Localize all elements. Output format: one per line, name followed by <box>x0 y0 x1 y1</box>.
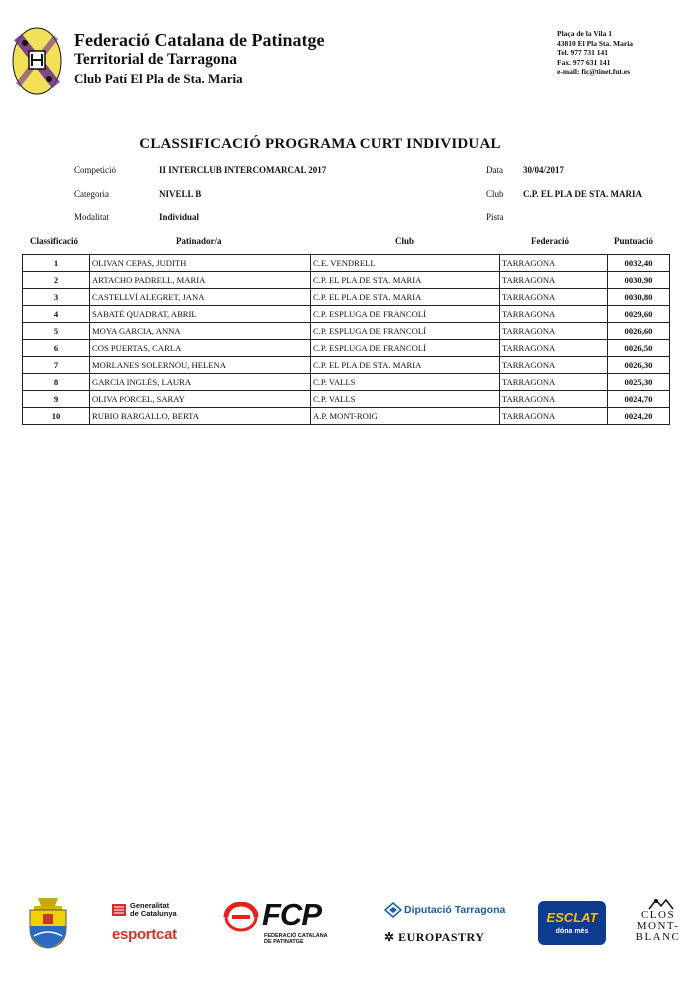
row-skater: SABATÉ QUADRAT, ABRIL <box>90 306 311 323</box>
esclat-text: ESCLAT <box>546 910 598 925</box>
row-federation: TARRAGONA <box>500 272 608 289</box>
row-federation: TARRAGONA <box>500 255 608 272</box>
row-club: C.P. ESPLUGA DE FRANCOLÍ <box>311 306 500 323</box>
row-position: 2 <box>23 272 90 289</box>
row-position: 9 <box>23 391 90 408</box>
results-table <box>22 254 670 425</box>
row-position: 5 <box>23 323 90 340</box>
row-position: 10 <box>23 408 90 425</box>
row-position: 6 <box>23 340 90 357</box>
fcp-swoosh-icon <box>222 902 260 932</box>
row-skater: RUBIO BARGALLO, BERTA <box>90 408 311 425</box>
categoria-value: NIVELL B <box>159 189 202 199</box>
row-club: C.P. EL PLA DE STA. MARIA <box>311 357 500 374</box>
row-federation: TARRAGONA <box>500 357 608 374</box>
categoria-label: Categoria <box>74 189 109 199</box>
table-row <box>23 255 670 272</box>
fcp-text: FCP <box>262 897 321 932</box>
modalitat-value: Individual <box>159 212 200 222</box>
esportcat-text: esportcat <box>112 926 177 943</box>
col-federacio: Federació <box>531 236 569 246</box>
row-federation: TARRAGONA <box>500 289 608 306</box>
row-score: 0026,60 <box>608 323 670 340</box>
europastry-icon: ✲ <box>384 930 399 944</box>
row-score: 0030,90 <box>608 272 670 289</box>
esclat-logo <box>538 901 606 945</box>
row-club: A.P. MONT-ROIG <box>311 408 500 425</box>
club-value: C.P. EL PLA DE STA. MARIA <box>523 189 643 199</box>
clos-montblanc-logo <box>628 898 684 950</box>
data-label: Data <box>486 165 503 175</box>
row-club: C.P. ESPLUGA DE FRANCOLÍ <box>311 340 500 357</box>
table-row <box>23 374 670 391</box>
row-score: 0026,50 <box>608 340 670 357</box>
europastry-text: ✲ EUROPASTRY <box>384 930 485 944</box>
competicio-value: II INTERCLUB INTERCOMARCAL 2017 <box>159 165 327 175</box>
row-score: 0026,30 <box>608 357 670 374</box>
row-federation: TARRAGONA <box>500 374 608 391</box>
table-row <box>23 408 670 425</box>
row-club: C.P. ESPLUGA DE FRANCOLÍ <box>311 323 500 340</box>
federation-logo <box>12 27 62 95</box>
row-skater: GARCIA INGLÉS, LAURA <box>90 374 311 391</box>
row-score: 0030,80 <box>608 289 670 306</box>
row-skater: ARTACHO PADRELL, MARIA <box>90 272 311 289</box>
row-federation: TARRAGONA <box>500 306 608 323</box>
town-shield-logo <box>24 896 72 950</box>
diputacio-icon <box>384 902 402 918</box>
pista-label: Pista <box>486 212 504 222</box>
row-score: 0032,40 <box>608 255 670 272</box>
fcp-logo <box>222 897 352 950</box>
col-club: Club <box>395 236 415 246</box>
col-puntuacio: Puntuació <box>614 236 654 246</box>
row-club: C.P. VALLS <box>311 391 500 408</box>
table-row <box>23 289 670 306</box>
row-club: C.P. EL PLA DE STA. MARIA <box>311 289 500 306</box>
diputacio-text: Diputació Tarragona <box>404 904 506 916</box>
competicio-label: Competició <box>74 165 116 175</box>
territorial-name: Territorial de Tarragona <box>74 51 238 68</box>
clos-line2: MONT- <box>636 920 680 932</box>
row-score: 0024,20 <box>608 408 670 425</box>
col-classificacio: Classificació <box>30 236 78 246</box>
row-federation: TARRAGONA <box>500 323 608 340</box>
row-position: 1 <box>23 255 90 272</box>
fcp-sub-line1: FEDERACIÓ CATALANA <box>264 933 328 939</box>
address-block: Plaça de la Vila 1 43810 El Pla Sta. Maria Tel. 977 731 141 Fax. 977 631 141 e-mail: fic@tinet.fut.es <box>557 29 634 77</box>
esclat-tagline: dóna més <box>555 928 589 935</box>
fcp-sub-line2: DE PATINATGE <box>264 939 304 945</box>
row-skater: MOYA GARCIA, ANNA <box>90 323 311 340</box>
generalitat-icon <box>112 904 126 916</box>
clos-line1: CLOS <box>640 909 676 921</box>
row-skater: CASTELLVÍ ALEGRET, JANA <box>90 289 311 306</box>
generalitat-line1: Generalitat <box>130 901 170 910</box>
row-position: 3 <box>23 289 90 306</box>
row-skater: MORLANES SOLERNOU, HELENA <box>90 357 311 374</box>
table-row <box>23 272 670 289</box>
row-position: 4 <box>23 306 90 323</box>
row-score: 0024,70 <box>608 391 670 408</box>
row-club: C.P. EL PLA DE STA. MARIA <box>311 272 500 289</box>
row-skater: COS PUERTAS, CARLA <box>90 340 311 357</box>
row-score: 0025,30 <box>608 374 670 391</box>
row-skater: OLIVA PORCEL, SARAY <box>90 391 311 408</box>
generalitat-esportcat-logo <box>112 902 192 946</box>
table-row <box>23 357 670 374</box>
table-row <box>23 306 670 323</box>
row-position: 7 <box>23 357 90 374</box>
row-club: C.P. VALLS <box>311 374 500 391</box>
table-row <box>23 323 670 340</box>
row-position: 8 <box>23 374 90 391</box>
row-federation: TARRAGONA <box>500 391 608 408</box>
row-skater: OLIVAN CEPAS, JUDITH <box>90 255 311 272</box>
col-patinador: Patinador/a <box>176 236 222 246</box>
row-federation: TARRAGONA <box>500 408 608 425</box>
generalitat-line2: de Catalunya <box>130 909 177 918</box>
table-row <box>23 391 670 408</box>
club-name: Club Patí El Pla de Sta. Maria <box>74 71 243 86</box>
club-label: Club <box>486 189 504 199</box>
row-federation: TARRAGONA <box>500 340 608 357</box>
diputacio-europastry-logo <box>384 900 524 948</box>
row-score: 0029,60 <box>608 306 670 323</box>
data-value: 30/04/2017 <box>523 165 565 175</box>
org-name: Federació Catalana de Patinatge <box>74 30 325 50</box>
table-row <box>23 340 670 357</box>
page-title: CLASSIFICACIÓ PROGRAMA CURT INDIVIDUAL <box>139 136 501 152</box>
row-club: C.E. VENDRELL <box>311 255 500 272</box>
modalitat-label: Modalitat <box>74 212 109 222</box>
clos-line3: BLANC <box>635 931 681 943</box>
